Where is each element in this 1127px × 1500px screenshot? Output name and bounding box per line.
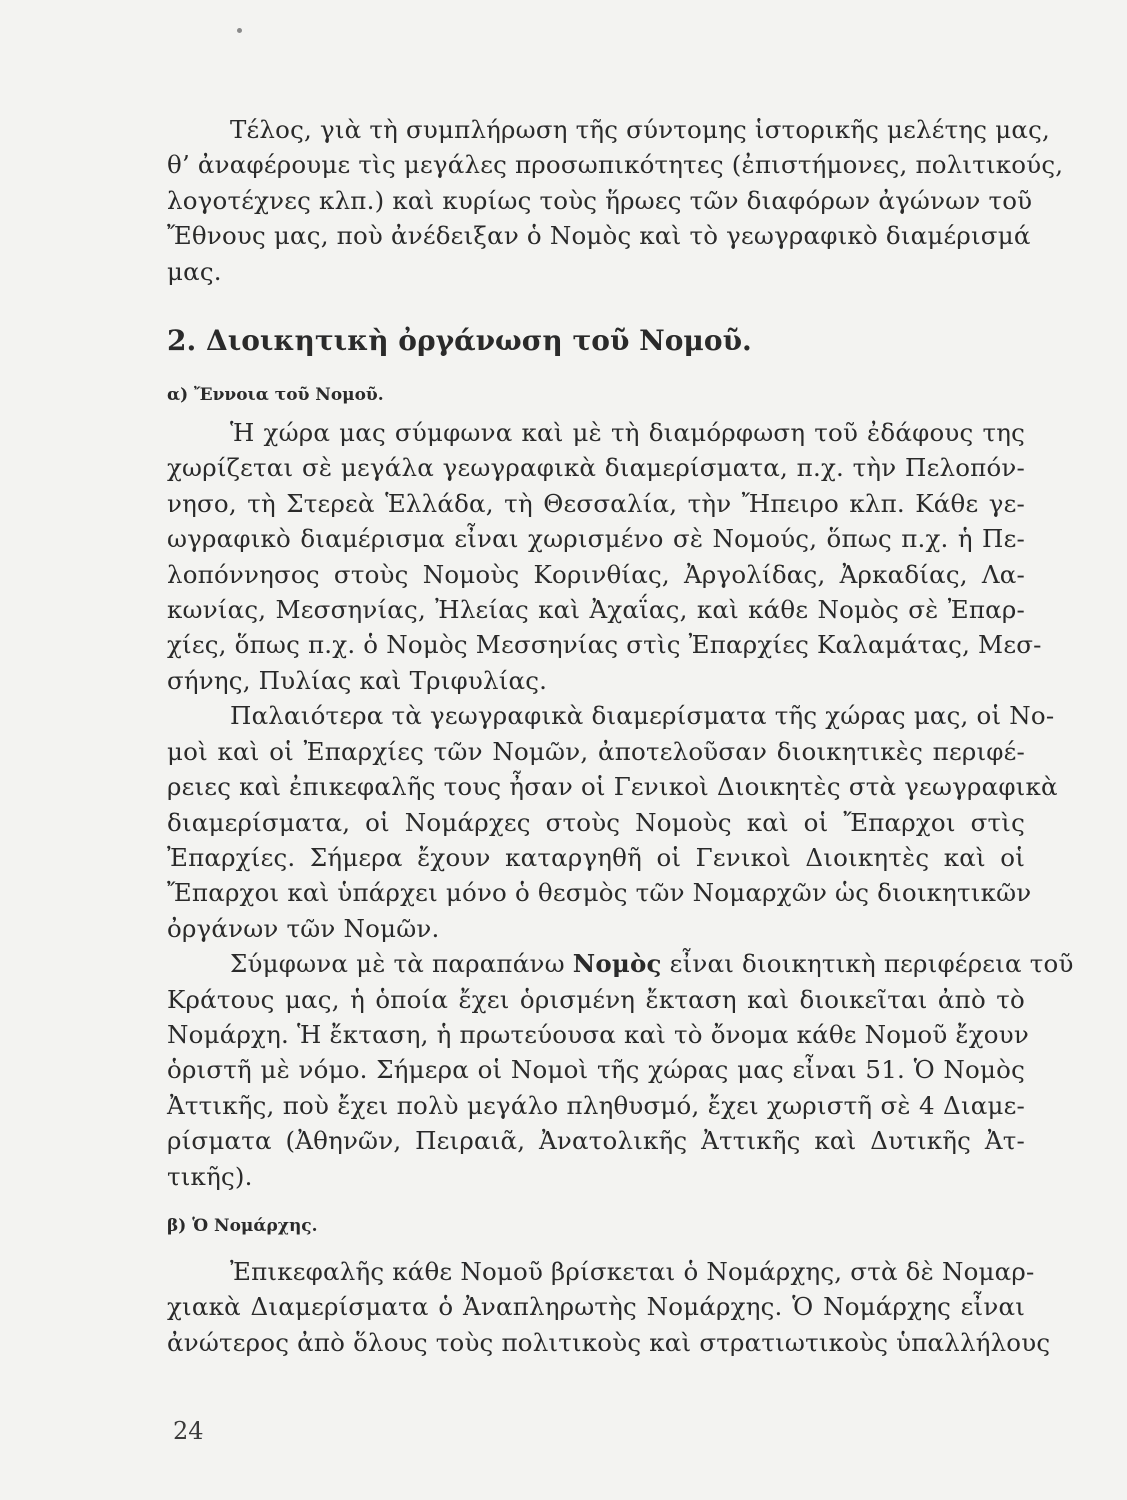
text-line: Ἔθνους μας, ποὺ ἀνέδειξαν ὁ Νομὸς καὶ τὸ γεωγραφικὸ διαμέρισμά	[167, 221, 1031, 251]
intro-paragraph	[167, 112, 1064, 289]
text-line	[167, 946, 1074, 981]
text-fragment: Σύμφωνα μὲ τὰ παραπάνω	[230, 949, 573, 979]
text-line: μας.	[167, 256, 222, 286]
text-line: διαμερίσματα, οἱ Νομάρχες στοὺς Νομοὺς καὶ οἱ Ἔπαρχοι στὶς	[167, 807, 1025, 837]
text-line: ὁριστῆ μὲ νόμο. Σήμερα οἱ Νομοὶ τῆς χώρας μας εἶναι 51. Ὁ Νομὸς	[167, 1055, 1025, 1085]
text-line: Κράτους μας, ἡ ὁποία ἔχει ὁρισμένη ἔκταση καὶ διοικεῖται ἀπὸ τὸ	[167, 984, 1025, 1014]
text-line: ρειες καὶ ἐπικεφαλῆς τους ἦσαν οἱ Γενικοὶ Διοικητὲς στὰ γεωγραφικὰ	[167, 772, 1058, 802]
text-line: Παλαιότερα τὰ γεωγραφικὰ διαμερίσματα τῆς χώρας μας, οἱ Νο-	[230, 701, 1055, 731]
text-fragment: εἶναι διοικητικὴ περιφέρεια τοῦ	[661, 949, 1074, 979]
text-line: ὀργάνων τῶν Νομῶν.	[167, 913, 440, 943]
subheading-b: β) Ὁ Νομάρχης.	[167, 1215, 318, 1236]
section-heading: 2. Διοικητικὴ ὀργάνωση τοῦ Νομοῦ.	[167, 324, 752, 358]
text-line: χίες, ὅπως π.χ. ὁ Νομὸς Μεσσηνίας στὶς Ἐπαρχίες Καλαμάτας, Μεσ-	[167, 630, 1042, 660]
text-line: Ἀττικῆς, ποὺ ἔχει πολὺ μεγάλο πληθυσμό, ἔχει χωριστῆ σὲ 4 Διαμε-	[167, 1090, 1025, 1120]
text-line: τικῆς).	[167, 1161, 253, 1191]
paragraph-history	[167, 698, 1058, 946]
text-line: Ἡ χώρα μας σύμφωνα καὶ μὲ τὴ διαμόρφωση τοῦ ἐδάφους της	[230, 418, 1025, 448]
page-body	[167, 112, 1074, 1360]
text-line: λογοτέχνες κλπ.) καὶ κυρίως τοὺς ἥρωες τῶν διαφόρων ἀγώνων τοῦ	[167, 185, 1033, 215]
text-line: σήνης, Πυλίας καὶ Τριφυλίας.	[167, 665, 548, 695]
text-line: Τέλος, γιὰ τὴ συμπλήρωση τῆς σύντομης ἱστορικῆς μελέτης μας,	[230, 115, 1050, 144]
subheading-a: α) Ἔννοια τοῦ Νομοῦ.	[167, 385, 384, 406]
text-line: μοὶ καὶ οἱ Ἐπαρχίες τῶν Νομῶν, ἀποτελοῦσαν διοικητικὲς περιφέ-	[167, 736, 1025, 766]
paragraph-definition	[167, 946, 1074, 1194]
bold-term: Νομὸς	[572, 949, 662, 979]
scan-speck	[237, 28, 242, 33]
text-line: χιακὰ Διαμερίσματα ὁ Ἀναπληρωτὴς Νομάρχης. Ὁ Νομάρχης εἶναι	[167, 1292, 1025, 1322]
text-line: ρίσματα (Ἀθηνῶν, Πειραιᾶ, Ἀνατολικῆς Ἀττικῆς καὶ Δυτικῆς Ἀτ-	[167, 1126, 1025, 1156]
text-line: ἀνώτερος ἀπὸ ὅλους τοὺς πολιτικοὺς καὶ στρατιωτικοὺς ὑπαλλήλους	[167, 1327, 1051, 1357]
paragraph-concept	[167, 415, 1042, 698]
text-line: Ἐπαρχίες. Σήμερα ἔχουν καταργηθῆ οἱ Γενικοὶ Διοικητὲς καὶ οἱ	[167, 842, 1025, 872]
text-line: Ἐπικεφαλῆς κάθε Νομοῦ βρίσκεται ὁ Νομάρχης, στὰ δὲ Νομαρ-	[230, 1256, 1035, 1286]
text-line: νησο, τὴ Στερεὰ Ἑλλάδα, τὴ Θεσσαλία, τὴν Ἤπειρο κλπ. Κάθε γε-	[167, 488, 1025, 518]
text-line: κωνίας, Μεσσηνίας, Ἠλείας καὶ Ἀχαΐας, καὶ κάθε Νομὸς σὲ Ἐπαρ-	[167, 595, 1025, 625]
text-line: Ἔπαρχοι καὶ ὑπάρχει μόνο ὁ θεσμὸς τῶν Νομαρχῶν ὡς διοικητικῶν	[167, 878, 1032, 908]
paragraph-prefect	[167, 1254, 1051, 1360]
text-line: Νομάρχη. Ἡ ἔκταση, ἡ πρωτεύουσα καὶ τὸ ὄνομα κάθε Νομοῦ ἔχουν	[167, 1019, 1029, 1049]
text-line: θ’ ἀναφέρουμε τὶς μεγάλες προσωπικότητες (ἐπιστήμονες, πολιτικούς,	[167, 150, 1064, 180]
page-number: 24	[173, 1417, 204, 1445]
text-line: λοπόννησος στοὺς Νομοὺς Κορινθίας, Ἀργολίδας, Ἀρκαδίας, Λα-	[167, 559, 1025, 589]
text-line: χωρίζεται σὲ μεγάλα γεωγραφικὰ διαμερίσματα, π.χ. τὴν Πελοπόν-	[167, 453, 1025, 483]
text-line: ωγραφικὸ διαμέρισμα εἶναι χωρισμένο σὲ Νομούς, ὅπως π.χ. ἡ Πε-	[167, 524, 1025, 554]
